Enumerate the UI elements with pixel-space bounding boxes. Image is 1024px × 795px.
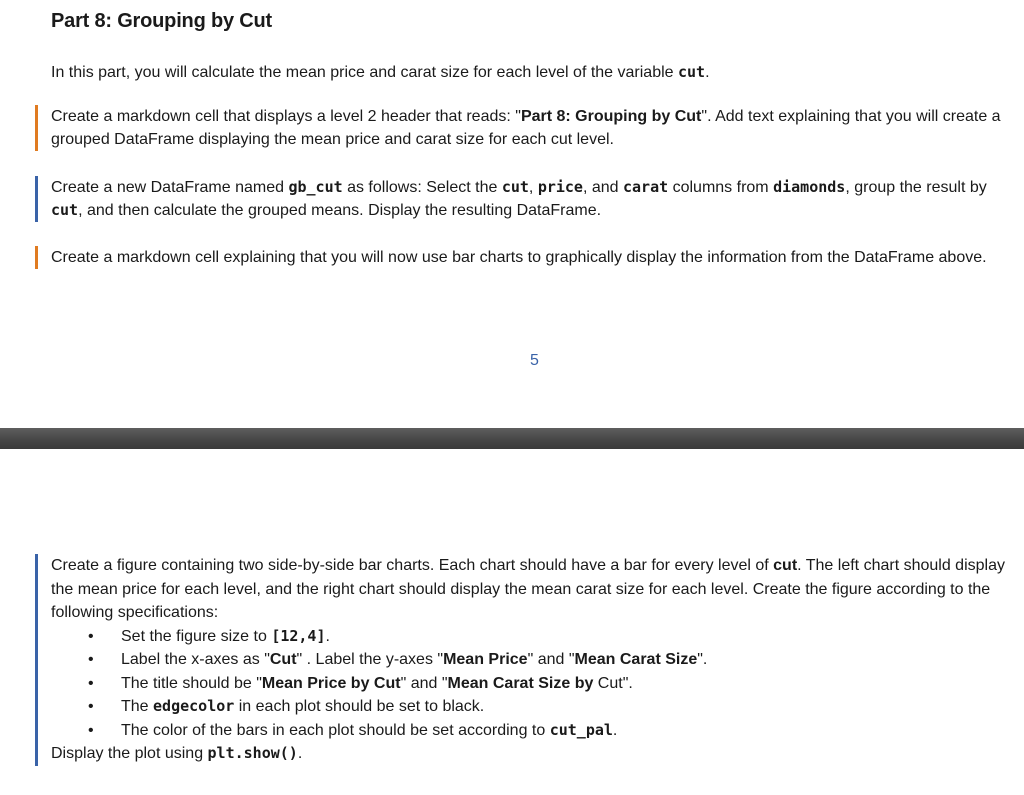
spec2-s1: Cut (269, 651, 297, 668)
spec1-text: Set the figure size to (121, 627, 272, 645)
code-price-col: price (537, 178, 583, 196)
code-cut-col: cut (501, 178, 529, 196)
step3-text: Create a markdown cell explaining that you will now use bar charts to graphically display the information from the DataFrame above. (51, 249, 987, 266)
code-cut-pal: cut_pal (549, 720, 613, 739)
code-cut-group: cut (51, 201, 79, 219)
spec3-t3: Cut". (593, 674, 633, 692)
footer-text: Display the plot using (51, 745, 208, 762)
code-plt-show: plt.show() (207, 744, 298, 762)
instruction-markdown-charts (35, 246, 1011, 269)
spec2-t4: ". (697, 651, 708, 668)
figure-footer (51, 742, 1011, 766)
step2-t4: , and (582, 179, 623, 196)
step2-t1: Create a new DataFrame named (51, 179, 289, 196)
instruction-markdown-header (35, 105, 1011, 151)
page-number: 5 (530, 352, 539, 369)
bullet-glyph: • (88, 627, 94, 645)
page-divider (0, 428, 1024, 449)
spec-list (51, 625, 1011, 743)
spec4-t2: in each plot should be set to black. (234, 698, 485, 715)
list-item (51, 695, 1011, 719)
step2-t6: , group the result by (845, 179, 987, 196)
bullet-glyph: • (88, 651, 94, 668)
step1-bold: Part 8: Grouping by Cut (520, 108, 702, 125)
spec3-s2: Mean Carat Size by (447, 674, 594, 692)
figure-text-b: . The left chart should display the mean price for each level, and the right chart should display the mean carat size for each level. Create the figure according to the following specifications: (51, 557, 1005, 621)
document-page-2 (0, 449, 1024, 795)
figure-bold-cut: cut (773, 557, 798, 574)
code-gb-cut: gb_cut (288, 178, 343, 196)
instruction-figure (35, 554, 1011, 766)
step2-t5: columns from (668, 179, 774, 196)
list-item (51, 719, 1011, 743)
intro-text: In this part, you will calculate the mean price and carat size for each level of the variable (51, 64, 678, 81)
spec2-s3: Mean Carat Size (574, 651, 698, 668)
bullet-glyph: • (88, 698, 94, 715)
spec3-s1: Mean Price by Cut (261, 674, 401, 692)
spec5-t1: The color of the bars in each plot should be set according to (121, 721, 550, 739)
bullet-glyph: • (88, 721, 94, 739)
code-figsize: [12,4] (271, 626, 326, 645)
spec3-t2: " and " (400, 674, 448, 692)
bullet-glyph: • (88, 674, 94, 692)
figure-text-a: Create a figure containing two side-by-side bar charts. Each chart should have a bar for every level of (51, 557, 774, 574)
spec2-s2: Mean Price (443, 651, 528, 668)
step2-t7: , and then calculate the grouped means. Display the resulting DataFrame. (78, 202, 602, 219)
spec4-t1: The (121, 698, 154, 715)
step1-text-b: ". Add text explaining that you will create a grouped DataFrame displaying the mean price and carat size for each cut level. (51, 108, 1001, 148)
page-title: Part 8: Grouping by Cut (51, 10, 272, 32)
spec5-t2: . (612, 721, 618, 739)
list-item (51, 672, 1011, 696)
code-carat-col: carat (623, 178, 669, 196)
spec2-t1: Label the x-axes as " (121, 651, 270, 668)
spec3-t1: The title should be " (121, 674, 262, 692)
list-item (51, 648, 1011, 672)
code-diamonds: diamonds (773, 178, 846, 196)
step2-t3: , (528, 179, 538, 196)
footer-tail: . (297, 745, 303, 762)
spec1-tail: . (325, 627, 330, 645)
code-cut: cut (678, 63, 706, 81)
step2-t2: as follows: Select the (342, 179, 502, 196)
list-item (51, 625, 1011, 649)
code-edgecolor: edgecolor (153, 697, 235, 715)
instruction-dataframe (35, 176, 1011, 222)
intro-tail: . (705, 64, 710, 81)
spec2-t3: " and " (527, 651, 575, 668)
intro-paragraph (51, 61, 710, 84)
step1-text-a: Create a markdown cell that displays a level 2 header that reads: " (51, 108, 521, 125)
figure-paragraph (51, 554, 1011, 625)
spec2-t2: " . Label the y-axes " (296, 651, 444, 668)
